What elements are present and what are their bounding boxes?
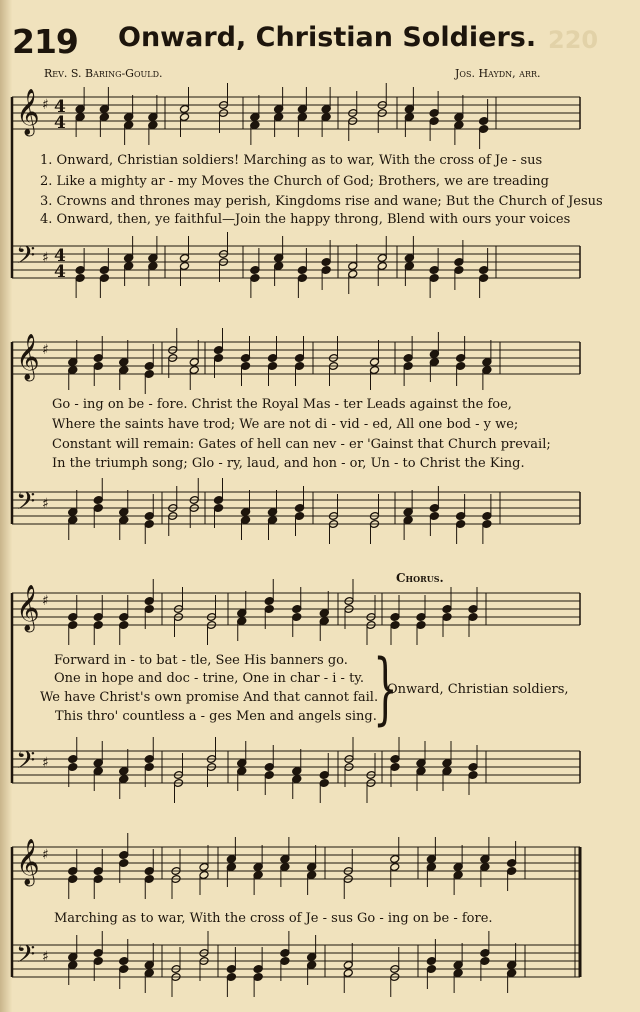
verse-3-line-2: Constant will remain: Gates of hell can nev - er 'Gainst that Church prevail; [52, 437, 551, 452]
key-signature-sharp: ♯ [42, 755, 49, 771]
verse-4-line-3: This thro' countless a - ges Men and angels sing. [55, 709, 377, 724]
bass-clef: 𝄢 [16, 746, 36, 781]
verse-1-line-2: Go - ing on be - fore. Christ the Royal Mas - ter Leads against the foe, [52, 397, 512, 412]
bass-clef: 𝄢 [16, 241, 36, 276]
time-signature: 4 [54, 262, 66, 282]
treble-clef: 𝄞 [16, 839, 40, 885]
key-signature-sharp: ♯ [42, 97, 49, 113]
time-signature: 4 [54, 246, 66, 266]
key-signature-sharp: ♯ [42, 593, 49, 609]
key-signature-sharp: ♯ [42, 496, 49, 512]
verse-4-line-2: In the triumph song; Glo - ry, laud, and hon - or, Un - to Christ the King. [52, 456, 525, 471]
bleed-through-number: 220 [548, 26, 599, 54]
key-signature-sharp: ♯ [42, 847, 49, 863]
refrain-line: Marching as to war, With the cross of Je - sus Go - ing on be - fore. [54, 911, 493, 926]
verse-1-line-3: Forward in - to bat - tle, See His banners go. [54, 653, 348, 668]
composer-credit: Jos. Haydn, arr. [455, 67, 541, 80]
time-signature: 4 [54, 113, 66, 133]
key-signature-sharp: ♯ [42, 342, 49, 358]
verse-3-line-3: We have Christ's own promise And that cannot fail. [40, 690, 379, 705]
chorus-brace: } [373, 644, 398, 734]
bass-clef: 𝄢 [16, 487, 36, 522]
verse-3-line-1: 3. Crowns and thrones may perish, Kingdoms rise and wane; But the Church of Jesus [40, 194, 603, 209]
verse-4-line-1: 4. Onward, then, ye faithful—Join the happy throng, Blend with ours your voices [40, 212, 571, 227]
verse-2-line-2: Where the saints have trod; We are not di - vid - ed, All one bod - y we; [52, 417, 519, 432]
treble-clef: 𝄞 [16, 334, 40, 380]
hymn-title: Onward, Christian Soldiers. [118, 22, 537, 53]
treble-clef: 𝄞 [16, 585, 40, 631]
key-signature-sharp: ♯ [42, 250, 49, 266]
chorus-label: Chorus. [396, 571, 444, 585]
bass-clef: 𝄢 [16, 940, 36, 975]
treble-clef: 𝄞 [16, 89, 40, 135]
verse-1-line-1: 1. Onward, Christian soldiers! Marching as to war, With the cross of Je - sus [40, 153, 543, 168]
chorus-refrain-text: Onward, Christian soldiers, [387, 682, 569, 697]
lyricist-credit: Rev. S. Baring-Gould. [44, 67, 163, 80]
verse-2-line-3: One in hope and doc - trine, One in char - i - ty. [54, 671, 365, 686]
key-signature-sharp: ♯ [42, 949, 49, 965]
time-signature: 4 [54, 97, 66, 117]
verse-2-line-1: 2. Like a mighty ar - my Moves the Church of God; Brothers, we are treading [40, 174, 549, 189]
hymn-number: 219 [12, 22, 78, 61]
